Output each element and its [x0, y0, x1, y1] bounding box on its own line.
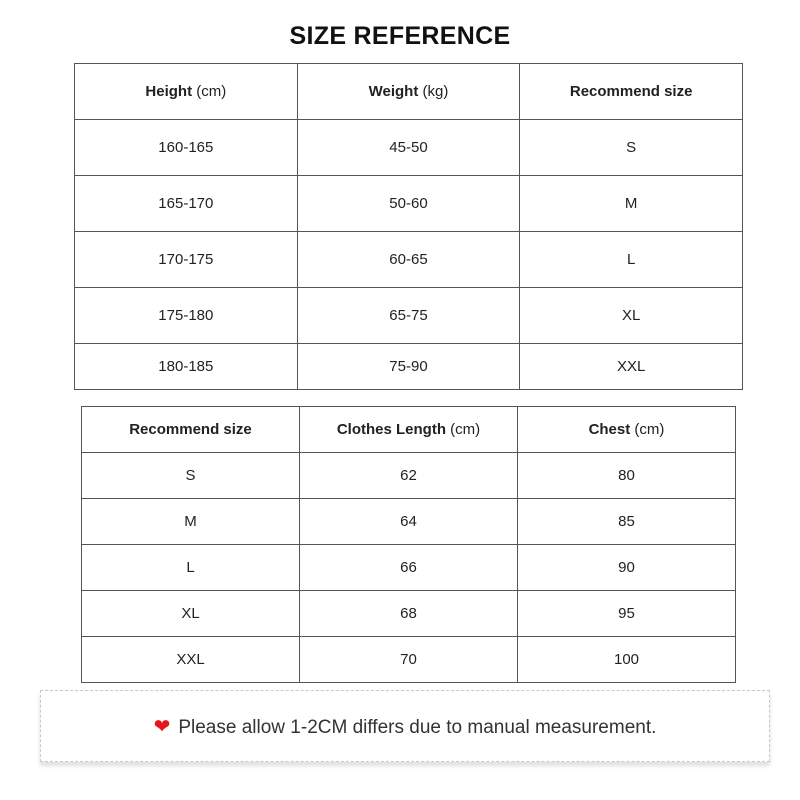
- header-unit: (cm): [634, 421, 665, 438]
- column-header-chest: [518, 407, 736, 453]
- cell-weight: 65-75: [297, 288, 520, 344]
- column-header-recommend-size: [82, 407, 300, 453]
- header-label: Recommend size: [129, 421, 252, 438]
- cell-clothes-length: 64: [300, 499, 518, 545]
- header-label: Clothes Length: [336, 421, 446, 438]
- cell-height: 180-185: [75, 344, 298, 390]
- cell-weight: 75-90: [297, 344, 520, 390]
- table-row: [75, 232, 743, 288]
- garment-measurement-table: [81, 406, 736, 683]
- cell-size: XXL: [82, 637, 300, 683]
- heart-icon: ❤: [153, 716, 171, 738]
- table-row: [75, 176, 743, 232]
- table-row: [75, 288, 743, 344]
- measurement-note-box: [40, 690, 770, 762]
- cell-clothes-length: 68: [300, 591, 518, 637]
- cell-size: M: [520, 176, 743, 232]
- cell-chest: 80: [518, 453, 736, 499]
- header-unit: (kg): [422, 83, 449, 100]
- note-text: Please allow 1-2CM differs due to manual measurement.: [178, 717, 657, 738]
- table-header-row: [75, 64, 743, 120]
- cell-clothes-length: 62: [300, 453, 518, 499]
- table-row: [82, 499, 736, 545]
- cell-size: XL: [520, 288, 743, 344]
- cell-size: S: [82, 453, 300, 499]
- column-header-height: [75, 64, 298, 120]
- header-label: Weight: [368, 83, 419, 100]
- cell-clothes-length: 66: [300, 545, 518, 591]
- table-row: [82, 453, 736, 499]
- header-unit: (cm): [196, 83, 227, 100]
- table-row: [82, 637, 736, 683]
- cell-height: 165-170: [75, 176, 298, 232]
- cell-chest: 85: [518, 499, 736, 545]
- cell-height: 160-165: [75, 120, 298, 176]
- cell-weight: 45-50: [297, 120, 520, 176]
- cell-clothes-length: 70: [300, 637, 518, 683]
- cell-size: S: [520, 120, 743, 176]
- cell-size: XXL: [520, 344, 743, 390]
- column-header-recommend-size: [520, 64, 743, 120]
- header-unit: (cm): [450, 421, 481, 438]
- column-header-weight: [297, 64, 520, 120]
- cell-size: L: [520, 232, 743, 288]
- table-row: [82, 591, 736, 637]
- cell-chest: 100: [518, 637, 736, 683]
- cell-weight: 60-65: [297, 232, 520, 288]
- table-row: [82, 545, 736, 591]
- cell-size: M: [82, 499, 300, 545]
- header-label: Height: [145, 83, 193, 100]
- cell-height: 170-175: [75, 232, 298, 288]
- cell-size: L: [82, 545, 300, 591]
- table-row: [75, 120, 743, 176]
- table-row: [75, 344, 743, 390]
- page-title: SIZE REFERENCE: [289, 22, 511, 50]
- cell-height: 175-180: [75, 288, 298, 344]
- cell-chest: 90: [518, 545, 736, 591]
- cell-weight: 50-60: [297, 176, 520, 232]
- table-header-row: [82, 407, 736, 453]
- header-label: Chest: [588, 421, 631, 438]
- cell-size: XL: [82, 591, 300, 637]
- height-weight-table: [74, 63, 743, 390]
- column-header-clothes-length: [300, 407, 518, 453]
- cell-chest: 95: [518, 591, 736, 637]
- header-label: Recommend size: [569, 83, 693, 100]
- measurement-note: [41, 714, 769, 739]
